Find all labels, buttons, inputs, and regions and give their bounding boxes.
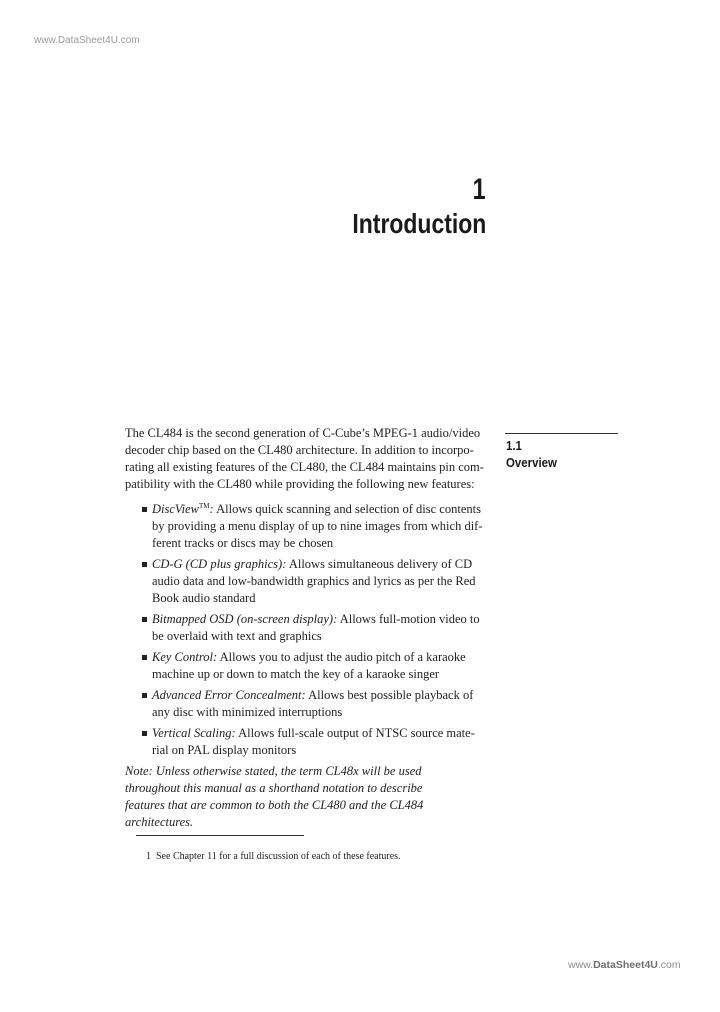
feature-desc: Allows best possible playback of bbox=[308, 688, 474, 702]
feature-item-error-concealment bbox=[125, 687, 495, 721]
feature-desc: Allows simultaneous delivery of CD bbox=[288, 557, 473, 571]
feature-desc: Allows you to adjust the audio pitch of a karaoke bbox=[219, 650, 466, 664]
note-line: throughout this manual as a shorthand notation to describe bbox=[125, 781, 423, 795]
note-line: architectures. bbox=[125, 815, 194, 829]
watermark-bottom-prefix: www. bbox=[568, 959, 594, 971]
chapter-number: 1 bbox=[472, 173, 486, 206]
feature-desc: ferent tracks or discs may be chosen bbox=[152, 536, 334, 550]
feature-item-discview bbox=[125, 501, 495, 552]
watermark-bottom-suffix: .com bbox=[657, 959, 681, 971]
feature-term: CD-G (CD plus graphics): bbox=[152, 557, 287, 571]
feature-desc: any disc with minimized interruptions bbox=[152, 705, 343, 719]
square-bullet-icon bbox=[142, 655, 147, 660]
square-bullet-icon bbox=[142, 617, 147, 622]
section-heading bbox=[506, 437, 557, 471]
square-bullet-icon bbox=[142, 562, 147, 567]
note-line: features that are common to both the CL480 and the CL484 bbox=[125, 798, 424, 812]
feature-desc: Allows quick scanning and selection of disc contents bbox=[216, 502, 481, 516]
feature-term: DiscView bbox=[152, 502, 199, 516]
feature-term: Advanced Error Concealment: bbox=[152, 688, 306, 702]
feature-term: Bitmapped OSD (on-screen display): bbox=[152, 612, 338, 626]
intro-line: The CL484 is the second generation of C-Cube’s MPEG-1 audio/video bbox=[125, 426, 481, 440]
footnote bbox=[146, 850, 401, 863]
feature-item-vertical-scaling bbox=[125, 725, 495, 759]
square-bullet-icon bbox=[142, 731, 147, 736]
feature-desc: be overlaid with text and graphics bbox=[152, 629, 322, 643]
footnote-number: 1 bbox=[146, 851, 151, 862]
section-rule bbox=[505, 433, 618, 434]
square-bullet-icon bbox=[142, 693, 147, 698]
feature-desc: machine up or down to match the key of a karaoke singer bbox=[152, 667, 440, 681]
footnote-text: See Chapter 11 for a full discussion of each of these features. bbox=[156, 851, 401, 862]
feature-desc: Allows full-motion video to bbox=[339, 612, 480, 626]
intro-line: patibility with the CL480 while providing the following new features: bbox=[125, 477, 475, 491]
feature-desc: audio data and low-bandwidth graphics and lyrics as per the Red bbox=[152, 574, 476, 588]
watermark-top[interactable]: www.DataSheet4U.com bbox=[34, 35, 140, 46]
intro-line: decoder chip based on the CL480 architecture. In addition to incorpo- bbox=[125, 443, 474, 457]
feature-list bbox=[125, 501, 495, 759]
body-text bbox=[125, 425, 495, 831]
intro-line: rating all existing features of the CL480, the CL484 maintains pin com- bbox=[125, 460, 484, 474]
feature-item-key-control bbox=[125, 649, 495, 683]
square-bullet-icon bbox=[142, 507, 147, 512]
feature-desc: rial on PAL display monitors bbox=[152, 743, 297, 757]
section-title: Overview bbox=[506, 455, 557, 470]
feature-term: Key Control: bbox=[152, 650, 218, 664]
watermark-bottom[interactable] bbox=[568, 959, 681, 971]
feature-desc: Allows full-scale output of NTSC source mate- bbox=[238, 726, 475, 740]
feature-term-tail: : bbox=[209, 502, 214, 516]
feature-item-osd bbox=[125, 611, 495, 645]
trademark-superscript: TM bbox=[198, 501, 210, 510]
section-number: 1.1 bbox=[506, 438, 522, 453]
feature-term: Vertical Scaling: bbox=[152, 726, 236, 740]
feature-item-cdg bbox=[125, 556, 495, 607]
note-paragraph bbox=[125, 763, 495, 831]
feature-desc: by providing a menu display of up to nine images from which dif- bbox=[152, 519, 483, 533]
note-line: Note: Unless otherwise stated, the term CL48x will be used bbox=[125, 764, 422, 778]
watermark-bottom-brand: DataSheet4U bbox=[593, 959, 658, 971]
intro-paragraph bbox=[125, 425, 495, 493]
footnote-rule bbox=[136, 835, 304, 836]
feature-desc: Book audio standard bbox=[152, 591, 256, 605]
chapter-title: Introduction bbox=[352, 208, 486, 239]
